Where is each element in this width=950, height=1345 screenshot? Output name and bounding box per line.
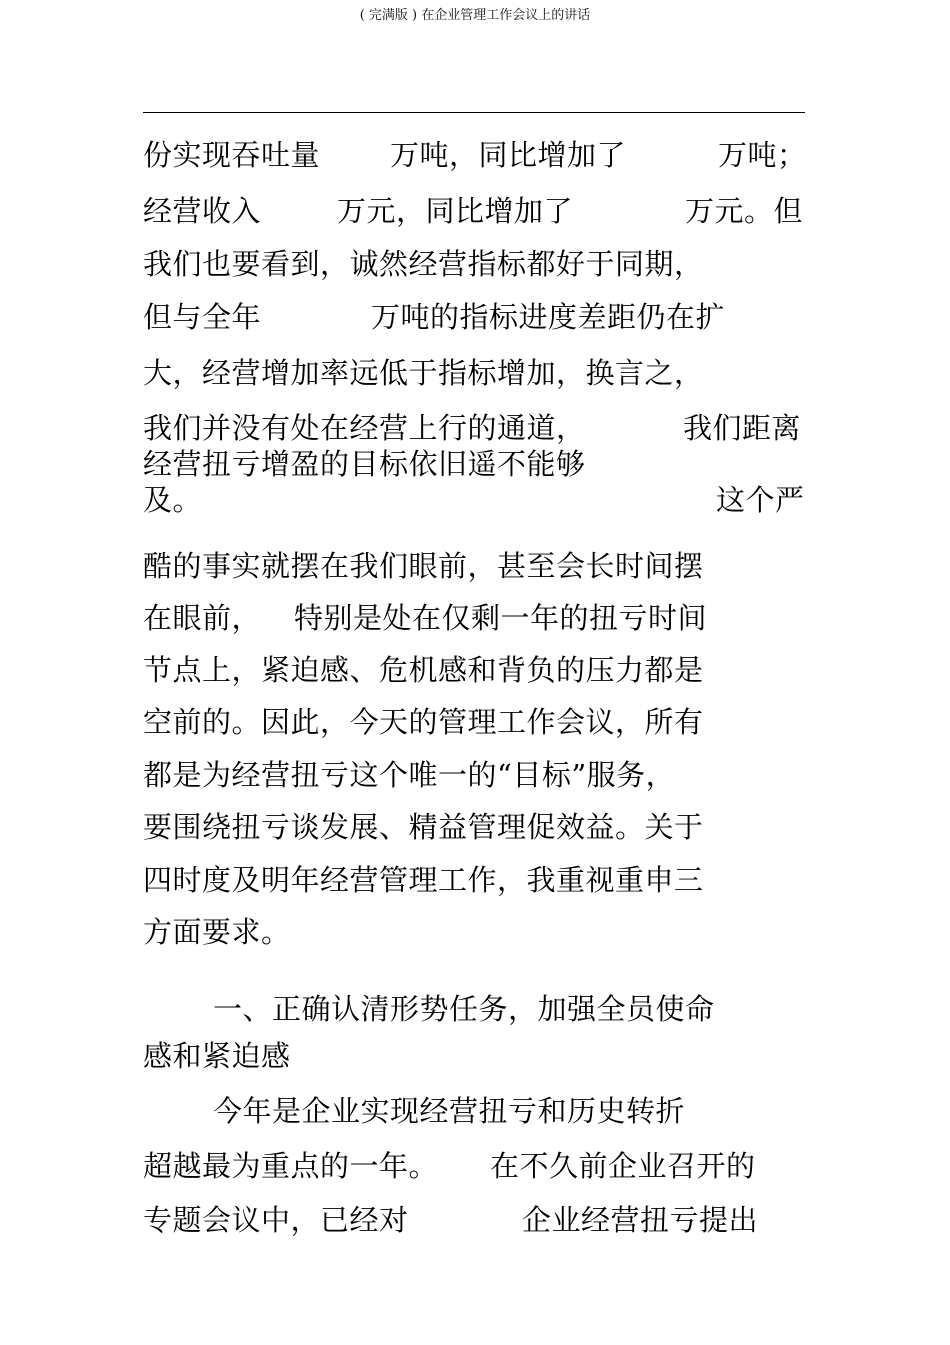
- body-text: 今年是企业实现经营扭亏和历史转折: [213, 1094, 686, 1128]
- body-text: 企业经营扭亏提出: [522, 1203, 759, 1237]
- body-text: 但与全年: [143, 300, 262, 334]
- body-text: 在不久前企业召开的: [490, 1149, 756, 1183]
- body-text: 经营扭亏增盈的目标依旧遥不能够: [143, 447, 586, 481]
- body-text: 专题会议中，已经对: [143, 1203, 409, 1237]
- body-text: 特别是处在仅剩一年的扭亏时间: [294, 601, 708, 635]
- body-text: 都是为经营扭亏这个唯一的“目标”服务，: [143, 758, 676, 792]
- body-text: 万吨，同比增加了: [390, 138, 627, 172]
- body-text: 经营收入: [143, 194, 262, 228]
- section-heading: 感和紧迫感: [143, 1039, 291, 1073]
- body-text: 这个严: [716, 483, 805, 517]
- body-text: 万元，同比增加了: [337, 194, 574, 228]
- body-text: 大，经营增加率远低于指标增加，换言之，: [143, 356, 704, 390]
- body-text: 要围绕扭亏谈发展、精益管理促效益。关于: [143, 810, 704, 844]
- body-text: 万吨的指标进度差距仍在扩: [371, 300, 726, 334]
- body-text: 酷的事实就摆在我们眼前，甚至会长时间摆: [143, 549, 704, 583]
- page-header: ( 完满版 ) 在企业管理工作会议上的讲话: [359, 8, 591, 23]
- header-divider: [143, 112, 805, 113]
- body-text: 节点上，紧迫感、危机感和背负的压力都是: [143, 653, 704, 687]
- body-text: 四时度及明年经营管理工作，我重视重申三: [143, 863, 704, 897]
- body-text: 超越最为重点的一年。: [143, 1149, 439, 1183]
- body-text: 方面要求。: [143, 915, 291, 949]
- section-heading: 一、正确认清形势任务，加强全员使命: [213, 992, 715, 1026]
- body-text: 万吨；: [718, 138, 807, 172]
- body-text: 我们并没有处在经营上行的通道，: [143, 411, 586, 445]
- body-text: 我们距离: [683, 411, 802, 445]
- body-text: 空前的。因此，今天的管理工作会议，所有: [143, 705, 704, 739]
- body-text: 万元。但: [685, 194, 804, 228]
- body-text: 份实现吞吐量: [143, 138, 321, 172]
- body-text: 我们也要看到，诚然经营指标都好于同期，: [143, 247, 704, 281]
- body-text: 及。: [143, 483, 203, 517]
- body-text: 在眼前，: [143, 601, 262, 635]
